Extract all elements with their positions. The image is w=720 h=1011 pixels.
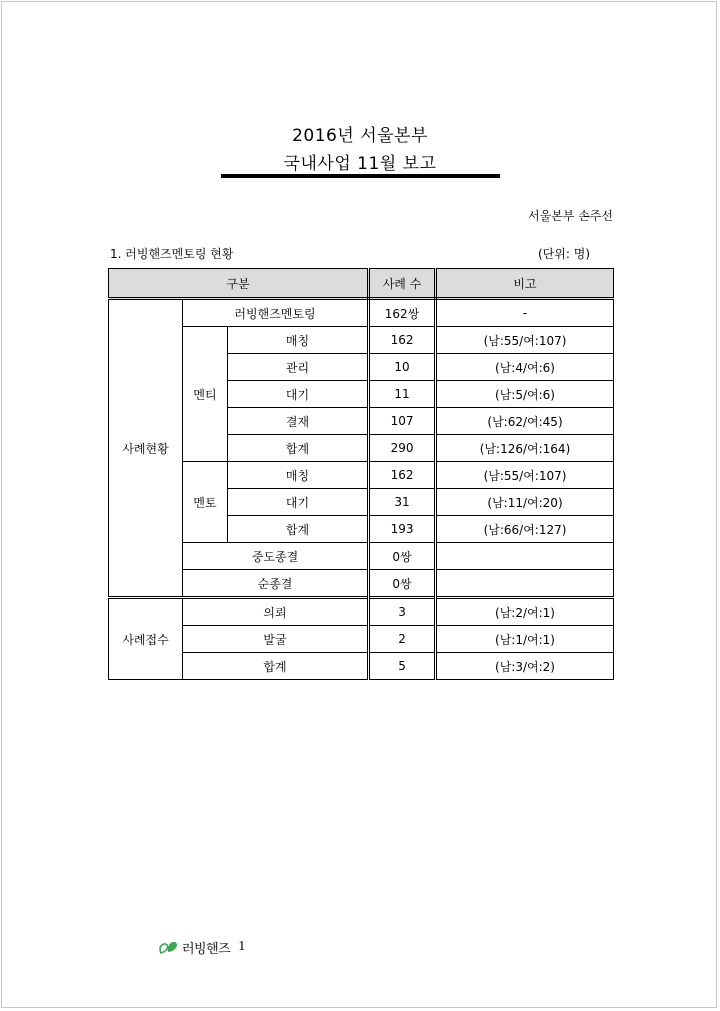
intake-row-label: 발굴 (183, 626, 369, 653)
mentee-row-label: 대기 (228, 381, 369, 408)
intake-row-count: 5 (369, 653, 436, 680)
table-row (109, 598, 614, 626)
table-row (109, 543, 614, 570)
midterm-note (436, 543, 614, 570)
intake-row-note: (남:1/여:1) (436, 626, 614, 653)
intake-row-note: (남:3/여:2) (436, 653, 614, 680)
page-number: 1 (238, 939, 246, 954)
mentee-label: 멘티 (183, 327, 228, 462)
section-heading: 1. 러빙핸즈멘토링 현황 (110, 247, 234, 261)
mentee-row-count: 290 (369, 435, 436, 462)
mentoring-status-table (108, 268, 614, 680)
midterm-count: 0쌍 (369, 543, 436, 570)
normal-end-label: 순종결 (183, 570, 369, 598)
mentor-row-label: 매칭 (228, 462, 369, 489)
mentee-row-count: 107 (369, 408, 436, 435)
intake-row-count: 2 (369, 626, 436, 653)
header-note: 비고 (436, 269, 614, 299)
mentor-row-label: 합계 (228, 516, 369, 543)
title-line-2: 국내사업 11월 보고 (283, 154, 437, 174)
mentee-row-note: (남:126/여:164) (436, 435, 614, 462)
table-row (109, 299, 614, 327)
mentee-row-label: 결재 (228, 408, 369, 435)
mentor-row-count: 162 (369, 462, 436, 489)
normal-end-count: 0쌍 (369, 570, 436, 598)
mentee-row-label: 합계 (228, 435, 369, 462)
group-status-label: 사례현황 (109, 299, 183, 598)
table-row (109, 570, 614, 598)
table-row (109, 626, 614, 653)
title-line-1: 2016년 서울본부 (292, 126, 428, 146)
midterm-label: 중도종결 (183, 543, 369, 570)
mentor-row-label: 대기 (228, 489, 369, 516)
mentee-row-count: 11 (369, 381, 436, 408)
table-row (109, 327, 614, 354)
mentee-row-count: 10 (369, 354, 436, 381)
mentee-row-label: 관리 (228, 354, 369, 381)
mentee-row-count: 162 (369, 327, 436, 354)
program-note: - (436, 299, 614, 327)
mentor-row-count: 31 (369, 489, 436, 516)
intake-row-label: 합계 (183, 653, 369, 680)
footer (158, 937, 245, 957)
mentor-row-note: (남:55/여:107) (436, 462, 614, 489)
mentee-row-note: (남:62/여:45) (436, 408, 614, 435)
mentee-row-note: (남:5/여:6) (436, 381, 614, 408)
intake-row-count: 3 (369, 598, 436, 626)
author-line: 서울본부 손주선 (528, 209, 613, 223)
header-count: 사례 수 (369, 269, 436, 299)
footer-brand: 러빙핸즈 (182, 941, 231, 957)
normal-end-note (436, 570, 614, 598)
table-header-row (109, 269, 614, 299)
title-underline (221, 174, 500, 178)
header-category: 구분 (109, 269, 369, 299)
intake-row-label: 의뢰 (183, 598, 369, 626)
mentor-label: 멘토 (183, 462, 228, 543)
program-label: 러빙핸즈멘토링 (183, 299, 369, 327)
mentor-row-note: (남:11/여:20) (436, 489, 614, 516)
table-row (109, 462, 614, 489)
unit-note: (단위: 명) (538, 247, 590, 261)
hands-logo-icon (158, 939, 180, 955)
mentee-row-label: 매칭 (228, 327, 369, 354)
mentor-row-note: (남:66/여:127) (436, 516, 614, 543)
group-intake-label: 사례접수 (109, 598, 183, 680)
table-row (109, 653, 614, 680)
mentee-row-note: (남:4/여:6) (436, 354, 614, 381)
program-count: 162쌍 (369, 299, 436, 327)
intake-row-note: (남:2/여:1) (436, 598, 614, 626)
mentee-row-note: (남:55/여:107) (436, 327, 614, 354)
mentor-row-count: 193 (369, 516, 436, 543)
